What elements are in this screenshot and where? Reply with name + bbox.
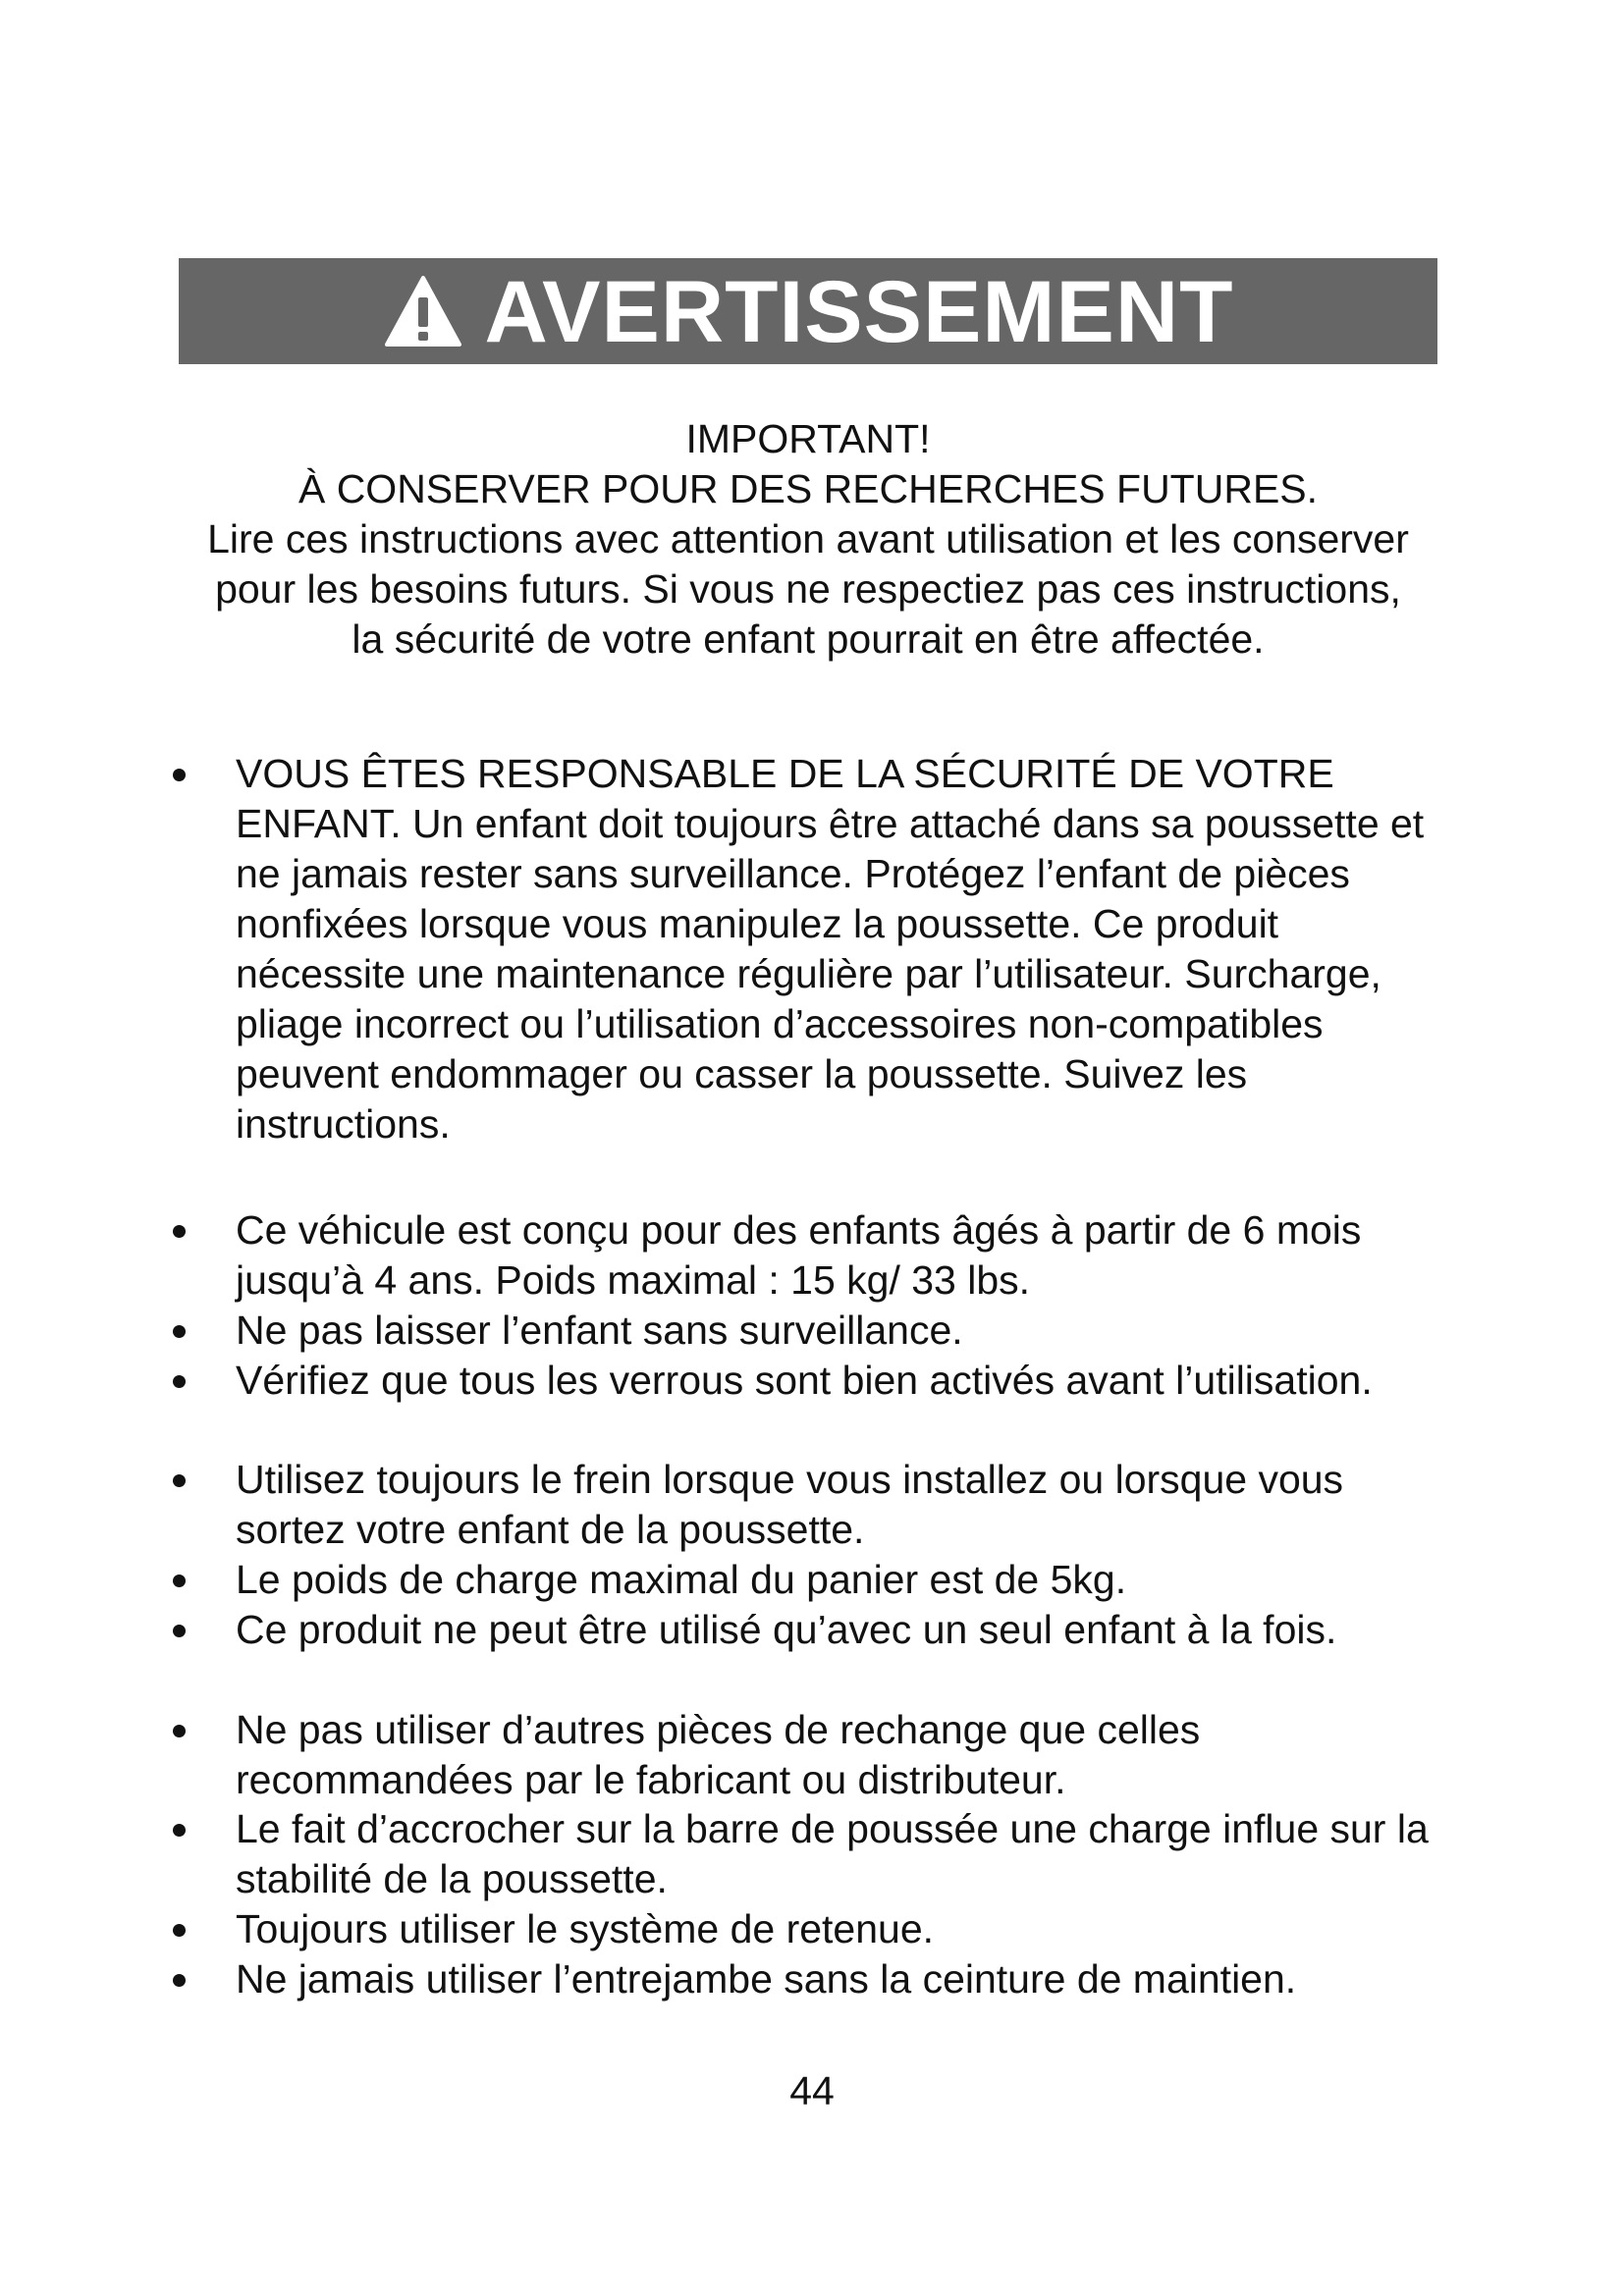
- list-item: [236, 749, 1443, 1149]
- list-item: [236, 1705, 1443, 1805]
- bullet-dot: [173, 1225, 186, 1238]
- list-item-text: Ne pas laisser l’enfant sans surveillance.: [236, 1308, 963, 1353]
- warning-banner: [179, 258, 1437, 364]
- bullet-dot: [173, 1575, 186, 1587]
- bullet-dot: [173, 1974, 186, 1987]
- list-item-text: Ne jamais utiliser l’entrejambe sans la ceinture de maintien.: [236, 1956, 1297, 2002]
- bullet-dot: [173, 1625, 186, 1637]
- page-number: 44: [789, 2068, 835, 2113]
- list-item: [236, 1605, 1443, 1655]
- keep-for-reference-heading: À CONSERVER POUR DES RECHERCHES FUTURES.: [298, 466, 1319, 511]
- list-item: [236, 1954, 1443, 2004]
- intro-paragraph: Lire ces instructions avec attention avant utilisation et les conserver pour les besoins futurs. Si vous ne respectiez pas ces instructions, la sécurité de votre enfant pourrait en être affectée.: [207, 516, 1409, 662]
- list-item: [236, 1306, 1443, 1356]
- warning-title: AVERTISSEMENT: [484, 261, 1234, 360]
- list-item-text: Ce produit ne peut être utilisé qu’avec un seul enfant à la fois.: [236, 1607, 1337, 1652]
- important-heading: IMPORTANT!: [685, 416, 931, 461]
- list-item-text: Ne pas utiliser d’autres pièces de rechange que celles recommandées par le fabricant ou distributeur.: [236, 1707, 1201, 1802]
- list-item: [236, 1904, 1443, 1954]
- bullet-dot: [173, 1474, 186, 1487]
- list-item-text: Toujours utiliser le système de retenue.: [236, 1906, 935, 1951]
- list-item-text: Le poids de charge maximal du panier est de 5kg.: [236, 1557, 1127, 1602]
- list-item: [236, 1555, 1443, 1605]
- list-item: [236, 1356, 1443, 1406]
- bullet-dot: [173, 1375, 186, 1388]
- list-item: [236, 1804, 1443, 1904]
- list-item-text: Ce véhicule est conçu pour des enfants âgés à partir de 6 mois jusqu’à 4 ans. Poids maximal : 15 kg/ 33 lbs.: [236, 1207, 1362, 1303]
- list-item: [236, 1455, 1443, 1555]
- intro-section: [179, 414, 1437, 665]
- bullet-dot: [173, 1924, 186, 1937]
- list-item-text: VOUS ÊTES RESPONSABLE DE LA SÉCURITÉ DE VOTRE ENFANT. Un enfant doit toujours être attaché dans sa poussette et ne jamais rester sans surveillance. Protégez l’enfant de pièces nonfixées lorsque vous manipulez la poussette. Ce produit nécessite une maintenance régulière par l’utilisateur. Surcharge, pliage incorrect ou l’utilisation d’accessoires non-compatibles peuvent endommager ou casser la poussette. Suivez les instructions.: [236, 751, 1425, 1147]
- list-item: [236, 1205, 1443, 1306]
- bullet-dot: [173, 1325, 186, 1338]
- bullet-dot: [173, 1725, 186, 1737]
- bullet-dot: [173, 769, 186, 781]
- list-item-text: Vérifiez que tous les verrous sont bien activés avant l’utilisation.: [236, 1358, 1373, 1403]
- list-item-text: Utilisez toujours le frein lorsque vous installez ou lorsque vous sortez votre enfant de la poussette.: [236, 1457, 1344, 1552]
- list-item-text: Le fait d’accrocher sur la barre de poussée une charge influe sur la stabilité de la poussette.: [236, 1806, 1429, 1901]
- bullet-dot: [173, 1824, 186, 1837]
- warning-triangle-icon: [383, 274, 463, 348]
